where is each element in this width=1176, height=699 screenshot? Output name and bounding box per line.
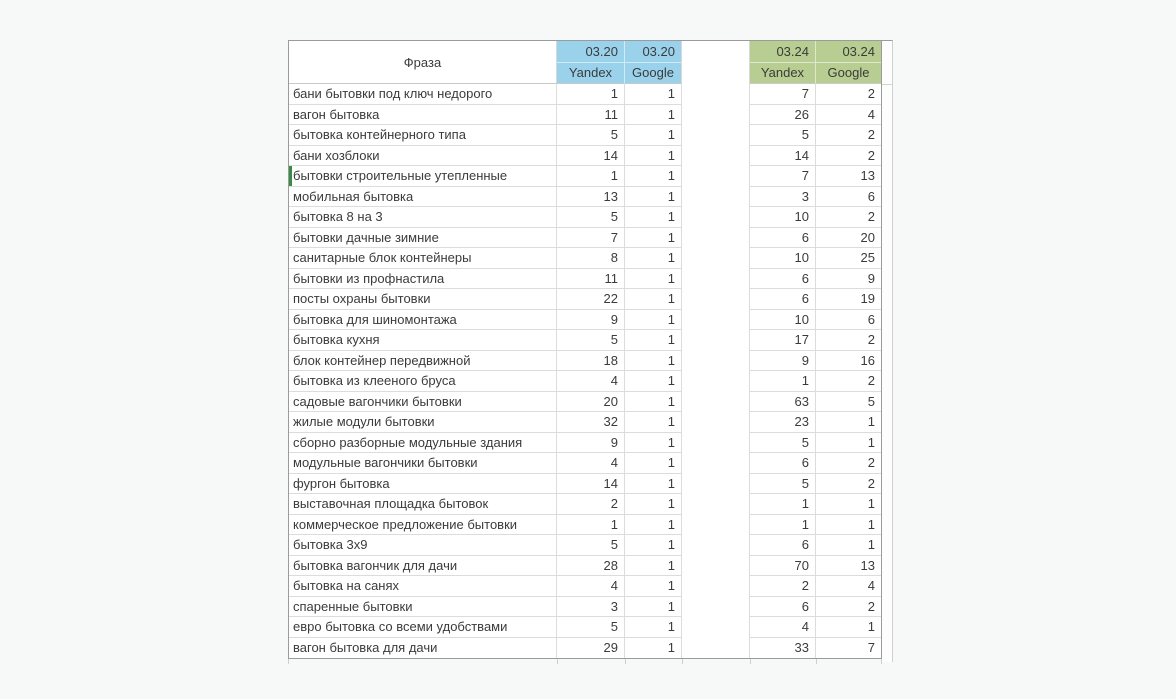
table-row	[289, 535, 881, 556]
column-header-phrase[interactable]: Фраза	[289, 41, 557, 84]
phrase-cell[interactable]: бытовка 3х9	[289, 535, 557, 556]
google-0320-cell[interactable]: 1	[625, 515, 682, 536]
spacer-cell	[682, 494, 750, 515]
table-row	[289, 166, 881, 187]
spacer-cell	[682, 535, 750, 556]
column-header-date-0324-google[interactable]: 03.24	[816, 41, 881, 63]
google-0320-cell[interactable]: 1	[625, 494, 682, 515]
yandex-0320-cell[interactable]: 4	[557, 576, 625, 597]
yandex-0320-cell[interactable]: 4	[557, 453, 625, 474]
table-body	[289, 84, 881, 658]
table-row	[289, 638, 881, 659]
table-row	[289, 617, 881, 638]
spacer-header-cell	[682, 41, 750, 63]
google-0320-cell[interactable]: 1	[625, 412, 682, 433]
yandex-0324-cell[interactable]: 6	[750, 289, 816, 310]
table-row	[289, 84, 881, 105]
table-row	[289, 207, 881, 228]
table-row	[289, 474, 881, 495]
spacer-header-cell	[682, 63, 750, 84]
phrase-cell[interactable]: санитарные блок контейнеры	[289, 248, 557, 269]
yandex-0320-cell[interactable]: 5	[557, 535, 625, 556]
column-header-google-0320[interactable]: Google	[625, 63, 682, 84]
yandex-0324-cell[interactable]: 5	[750, 125, 816, 146]
google-0324-cell[interactable]: 25	[816, 248, 881, 269]
google-0320-cell[interactable]: 1	[625, 351, 682, 372]
google-0324-cell[interactable]: 6	[816, 187, 881, 208]
yandex-0320-cell[interactable]: 29	[557, 638, 625, 659]
yandex-0320-cell[interactable]: 13	[557, 187, 625, 208]
google-0324-cell[interactable]: 20	[816, 228, 881, 249]
google-0320-cell[interactable]: 1	[625, 576, 682, 597]
yandex-0324-cell[interactable]: 7	[750, 84, 816, 105]
phrase-cell[interactable]: бытовки из профнастила	[289, 269, 557, 290]
google-0320-cell[interactable]: 1	[625, 453, 682, 474]
google-0320-cell[interactable]: 1	[625, 166, 682, 187]
spacer-cell	[682, 228, 750, 249]
google-0320-cell[interactable]: 1	[625, 474, 682, 495]
phrase-cell[interactable]: блок контейнер передвижной	[289, 351, 557, 372]
table-row	[289, 515, 881, 536]
yandex-0320-cell[interactable]: 1	[557, 84, 625, 105]
google-0324-cell[interactable]: 7	[867, 639, 875, 655]
yandex-0320-cell[interactable]: 14	[557, 146, 625, 167]
phrase-cell[interactable]: жилые модули бытовки	[289, 412, 557, 433]
yandex-0324-cell[interactable]: 10	[750, 248, 816, 269]
google-0324-cell[interactable]: 1	[816, 535, 881, 556]
google-0320-cell[interactable]: 1	[625, 289, 682, 310]
yandex-0320-cell[interactable]: 18	[557, 351, 625, 372]
spacer-cell	[682, 453, 750, 474]
yandex-0324-cell[interactable]: 9	[750, 351, 816, 372]
spacer-cell	[682, 371, 750, 392]
spacer-cell	[682, 515, 750, 536]
table-header	[289, 41, 881, 84]
phrase-cell[interactable]: сборно разборные модульные здания	[289, 433, 557, 454]
yandex-0320-cell[interactable]: 1	[557, 166, 625, 187]
spacer-cell	[682, 597, 750, 618]
yandex-0324-cell[interactable]: 1	[750, 515, 816, 536]
phrase-cell[interactable]: бытовка на санях	[289, 576, 557, 597]
phrase-cell[interactable]: вагон бытовка для дачи	[289, 638, 557, 659]
column-header-date-0324-yandex[interactable]: 03.24	[750, 41, 816, 63]
spacer-cell	[682, 412, 750, 433]
google-0320-cell[interactable]: 1	[625, 269, 682, 290]
cropped-gridline-stubs	[288, 659, 881, 664]
phrase-cell[interactable]: бытовка из клееного бруса	[289, 371, 557, 392]
table-row	[289, 125, 881, 146]
table-row	[289, 371, 881, 392]
yandex-0324-cell[interactable]: 1	[750, 494, 816, 515]
yandex-0320-cell[interactable]: 9	[557, 433, 625, 454]
google-0320-cell[interactable]: 1	[625, 84, 682, 105]
google-0324-cell[interactable]: 2	[816, 207, 881, 228]
yandex-0324-cell[interactable]: 10	[750, 310, 816, 331]
google-0324-cell[interactable]: 19	[816, 289, 881, 310]
yandex-0320-cell[interactable]: 28	[557, 556, 625, 577]
yandex-0324-cell[interactable]: 63	[750, 392, 816, 413]
google-0320-cell[interactable]: 1	[625, 248, 682, 269]
google-0320-cell[interactable]: 1	[625, 125, 682, 146]
spacer-cell	[682, 330, 750, 351]
google-0324-cell[interactable]: 1	[816, 494, 881, 515]
table-row	[289, 351, 881, 372]
yandex-0324-cell[interactable]: 70	[750, 556, 816, 577]
phrase-cell[interactable]: бытовка для шиномонтажа	[289, 310, 557, 331]
column-header-google-0324[interactable]: Google	[816, 63, 881, 84]
spacer-cell	[682, 146, 750, 167]
google-0320-cell[interactable]: 1	[625, 187, 682, 208]
google-0320-cell[interactable]: 1	[625, 617, 682, 638]
google-0320-cell[interactable]: 1	[625, 433, 682, 454]
yandex-0320-cell[interactable]: 1	[557, 515, 625, 536]
google-0320-cell[interactable]: 1	[625, 556, 682, 577]
table-row	[289, 576, 881, 597]
table-row	[289, 433, 881, 454]
google-0320-cell[interactable]: 1	[625, 146, 682, 167]
column-header-date-0320-yandex[interactable]: 03.20	[557, 41, 625, 63]
phrase-cell[interactable]: бытовки дачные зимние	[289, 228, 557, 249]
yandex-0320-cell[interactable]: 4	[557, 371, 625, 392]
google-0324-cell[interactable]: 2	[816, 597, 881, 618]
spacer-cell	[682, 617, 750, 638]
spacer-cell	[682, 351, 750, 372]
yandex-0324-cell[interactable]: 3	[750, 187, 816, 208]
yandex-0324-cell[interactable]: 6	[750, 597, 816, 618]
phrase-cell[interactable]: посты охраны бытовки	[289, 289, 557, 310]
table-row	[289, 330, 881, 351]
phrase-cell[interactable]: фургон бытовка	[289, 474, 557, 495]
yandex-0324-cell[interactable]: 14	[750, 146, 816, 167]
google-0324-cell[interactable]: 1	[816, 412, 881, 433]
google-0320-cell[interactable]: 1	[625, 330, 682, 351]
table-row	[289, 597, 881, 618]
google-0324-cell[interactable]: 1	[816, 617, 881, 638]
table-row	[289, 187, 881, 208]
phrase-cell[interactable]: бытовка контейнерного типа	[289, 125, 557, 146]
yandex-0320-cell[interactable]: 22	[557, 289, 625, 310]
yandex-0320-cell[interactable]: 32	[557, 412, 625, 433]
google-0320-cell[interactable]: 1	[625, 392, 682, 413]
yandex-0324-cell[interactable]: 6	[750, 453, 816, 474]
yandex-0324-cell[interactable]: 5	[750, 433, 816, 454]
google-0324-cell[interactable]: 6	[816, 310, 881, 331]
yandex-0320-cell[interactable]: 8	[557, 248, 625, 269]
cropped-empty-column	[882, 40, 893, 662]
google-0324-cell[interactable]: 1	[816, 515, 881, 536]
phrase-cell[interactable]: спаренные бытовки	[289, 597, 557, 618]
yandex-0320-cell[interactable]: 3	[557, 597, 625, 618]
spacer-cell	[682, 638, 750, 659]
yandex-0324-cell[interactable]: 6	[750, 269, 816, 290]
google-0320-cell[interactable]: 1	[625, 310, 682, 331]
keyword-rank-table	[288, 40, 882, 664]
table-row	[289, 269, 881, 290]
google-0320-cell[interactable]: 1	[625, 105, 682, 126]
phrase-cell[interactable]: коммерческое предложение бытовки	[289, 515, 557, 536]
yandex-0324-cell[interactable]: 5	[750, 474, 816, 495]
yandex-0324-cell[interactable]: 7	[750, 166, 816, 187]
table-row	[289, 392, 881, 413]
google-0324-cell[interactable]: 9	[816, 269, 881, 290]
yandex-0320-cell[interactable]: 20	[557, 392, 625, 413]
google-0324-cell[interactable]: 5	[816, 392, 881, 413]
spacer-cell	[682, 248, 750, 269]
table-row	[289, 412, 881, 433]
phrase-cell[interactable]: бытовка 8 на 3	[289, 207, 557, 228]
table-row	[289, 289, 881, 310]
google-0324-cell[interactable]: 2	[816, 84, 881, 105]
table-row	[289, 310, 881, 331]
spacer-cell	[682, 125, 750, 146]
google-0324-cell[interactable]: 1	[816, 433, 881, 454]
spacer-cell	[682, 269, 750, 290]
spacer-cell	[682, 207, 750, 228]
yandex-0324-cell[interactable]: 6	[750, 535, 816, 556]
yandex-0324-cell[interactable]: 23	[750, 412, 816, 433]
yandex-0320-cell[interactable]: 2	[557, 494, 625, 515]
google-0320-cell[interactable]: 1	[625, 535, 682, 556]
phrase-cell[interactable]: бани бытовки под ключ недорого	[289, 84, 557, 105]
spacer-cell	[682, 392, 750, 413]
phrase-cell[interactable]: мобильная бытовка	[289, 187, 557, 208]
spacer-cell	[682, 166, 750, 187]
google-0324-cell[interactable]: 2	[816, 453, 881, 474]
yandex-0320-cell[interactable]: 5	[557, 207, 625, 228]
spacer-cell	[682, 84, 750, 105]
yandex-0320-cell[interactable]: 11	[557, 105, 625, 126]
column-header-date-0320-google[interactable]: 03.20	[625, 41, 682, 63]
yandex-0320-cell[interactable]: 7	[557, 228, 625, 249]
phrase-cell[interactable]: садовые вагончики бытовки	[289, 392, 557, 413]
table-row	[289, 228, 881, 249]
google-0324-cell[interactable]: 2	[816, 371, 881, 392]
phrase-cell[interactable]: бытовки строительные утепленные	[289, 166, 557, 187]
spacer-cell	[682, 187, 750, 208]
yandex-0324-cell[interactable]: 6	[750, 228, 816, 249]
google-0324-cell[interactable]: 2	[816, 330, 881, 351]
google-0320-cell[interactable]: 1	[625, 207, 682, 228]
google-0320-cell[interactable]: 1	[625, 597, 682, 618]
yandex-0324-cell[interactable]: 26	[750, 105, 816, 126]
yandex-0324-cell[interactable]: 17	[750, 330, 816, 351]
google-0324-cell[interactable]: 2	[816, 125, 881, 146]
google-0324-cell[interactable]: 13	[816, 556, 881, 577]
column-header-yandex-0324[interactable]: Yandex	[750, 63, 816, 84]
phrase-cell[interactable]: бани хозблоки	[289, 146, 557, 167]
yandex-0320-cell[interactable]: 11	[557, 269, 625, 290]
google-0324-cell[interactable]: 16	[816, 351, 881, 372]
phrase-cell[interactable]: евро бытовка со всеми удобствами	[289, 617, 557, 638]
yandex-0324-cell[interactable]: 10	[750, 207, 816, 228]
google-0324-cell[interactable]: 2	[816, 146, 881, 167]
google-0320-cell[interactable]: 1	[625, 638, 682, 659]
spacer-cell	[682, 289, 750, 310]
phrase-cell[interactable]: бытовка кухня	[289, 330, 557, 351]
spacer-cell	[682, 433, 750, 454]
spacer-cell	[682, 576, 750, 597]
table-row	[289, 453, 881, 474]
google-0320-cell[interactable]: 1	[625, 371, 682, 392]
yandex-0320-cell[interactable]: 9	[557, 310, 625, 331]
column-header-yandex-0320[interactable]: Yandex	[557, 63, 625, 84]
google-0324-cell[interactable]: 13	[816, 166, 881, 187]
table-row	[289, 248, 881, 269]
yandex-0324-cell[interactable]: 4	[750, 617, 816, 638]
yandex-0320-cell[interactable]: 5	[557, 617, 625, 638]
spacer-cell	[682, 474, 750, 495]
phrase-cell[interactable]: бытовка вагончик для дачи	[289, 556, 557, 577]
table-row	[289, 494, 881, 515]
yandex-0324-cell[interactable]: 33	[750, 638, 816, 659]
table-row	[289, 556, 881, 577]
phrase-cell[interactable]: модульные вагончики бытовки	[289, 453, 557, 474]
google-0324-cell[interactable]: 4	[816, 105, 881, 126]
google-0320-cell[interactable]: 1	[625, 228, 682, 249]
spacer-cell	[682, 105, 750, 126]
phrase-cell[interactable]: вагон бытовка	[289, 105, 557, 126]
phrase-cell[interactable]: выставочная площадка бытовок	[289, 494, 557, 515]
yandex-0324-cell[interactable]: 2	[750, 576, 816, 597]
yandex-0320-cell[interactable]: 5	[557, 125, 625, 146]
table-row	[289, 146, 881, 167]
yandex-0320-cell[interactable]: 5	[557, 330, 625, 351]
table-main	[288, 40, 882, 659]
table-row	[289, 105, 881, 126]
spacer-cell	[682, 556, 750, 577]
yandex-0320-cell[interactable]: 14	[557, 474, 625, 495]
yandex-0324-cell[interactable]: 1	[750, 371, 816, 392]
google-0324-cell[interactable]: 4	[816, 576, 881, 597]
google-0324-cell[interactable]: 2	[816, 474, 881, 495]
spacer-cell	[682, 310, 750, 331]
